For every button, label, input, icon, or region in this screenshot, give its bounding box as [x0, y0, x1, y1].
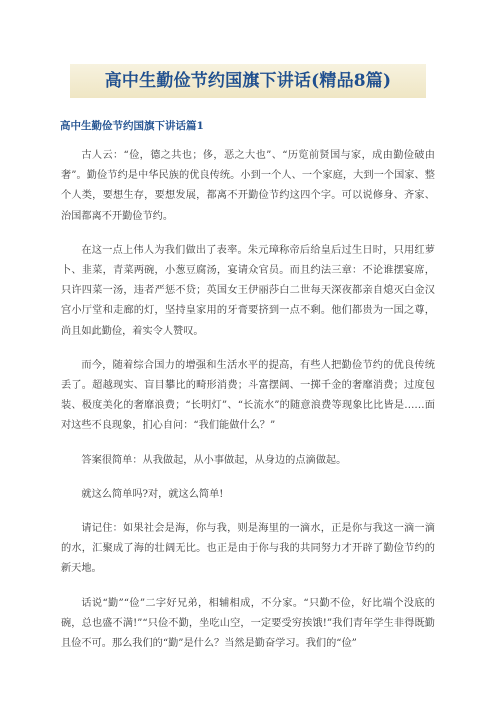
paragraph: 而今，随着综合国力的增强和生活水平的提高，有些人把勤俭节约的优良传统丢了。超越现实、盲目攀比的畸形消费；斗富摆阔、一掷千金的奢靡消费；过度包装、极度美化的奢靡浪费；“长明灯”、“长流水”的随意浪费等现象比比皆是……面对这些不良现象，扪心自问：“我们能做什么？” [61, 359, 435, 432]
paragraph: 古人云：“俭，德之共也；侈，恶之大也”、“历览前贤国与家，成由勤俭破由奢”。勤俭节约是中华民族的优良传统。小到一个人、一个家庭，大到一个国家、整个人类，要想生存，要想发展，都离不开勤俭节约这四个字。可以说修身、齐家、治国都离不开勤俭节约。 [61, 150, 435, 222]
paragraph: 就这么简单吗?对，就这么简单! [81, 488, 224, 500]
document-body [61, 146, 435, 668]
document-title: 高中生勤俭节约国旗下讲话(精品8篇) [104, 71, 392, 91]
paragraph: 答案很简单：从我做起，从小事做起，从身边的点滴做起。 [81, 454, 347, 466]
paragraph: 在这一点上伟人为我们做出了表率。朱元璋称帝后给皇后过生日时，只用红萝卜、韭菜，青菜两碗，小葱豆腐汤，宴请众官员。而且约法三章：不论谁摆宴席，只许四菜一汤，违者严惩不贷；英国女王伊丽莎白二世每天深夜都亲自熄灭白金汉宫小厅堂和走廊的灯，坚持皇家用的牙膏要挤到一点不剩。他们都贵为一国之尊，尚且如此勤俭，着实令人赞叹。 [61, 244, 435, 337]
paragraph: 请记住：如果社会是海，你与我，则是海里的一滴水，正是你与我这一滴一滴的水，汇聚成了海的壮阔无比。也正是由于你与我的共同努力才开辟了勤俭节约的新天地。 [61, 523, 435, 575]
section-title: 高中生勤俭节约国旗下讲话篇1 [60, 120, 204, 132]
paragraph: 话说“勤”“俭”二字好兄弟，相辅相成，不分家。“只勤不俭，好比端个没底的碗，总也盛不满!”“只俭不勤，坐吃山空，一定要受穷挨饿!”我们青年学生非得既勤且俭不可。那么我们的“勤”是什么？当然是勤奋学习。我们的“俭” [61, 597, 435, 650]
